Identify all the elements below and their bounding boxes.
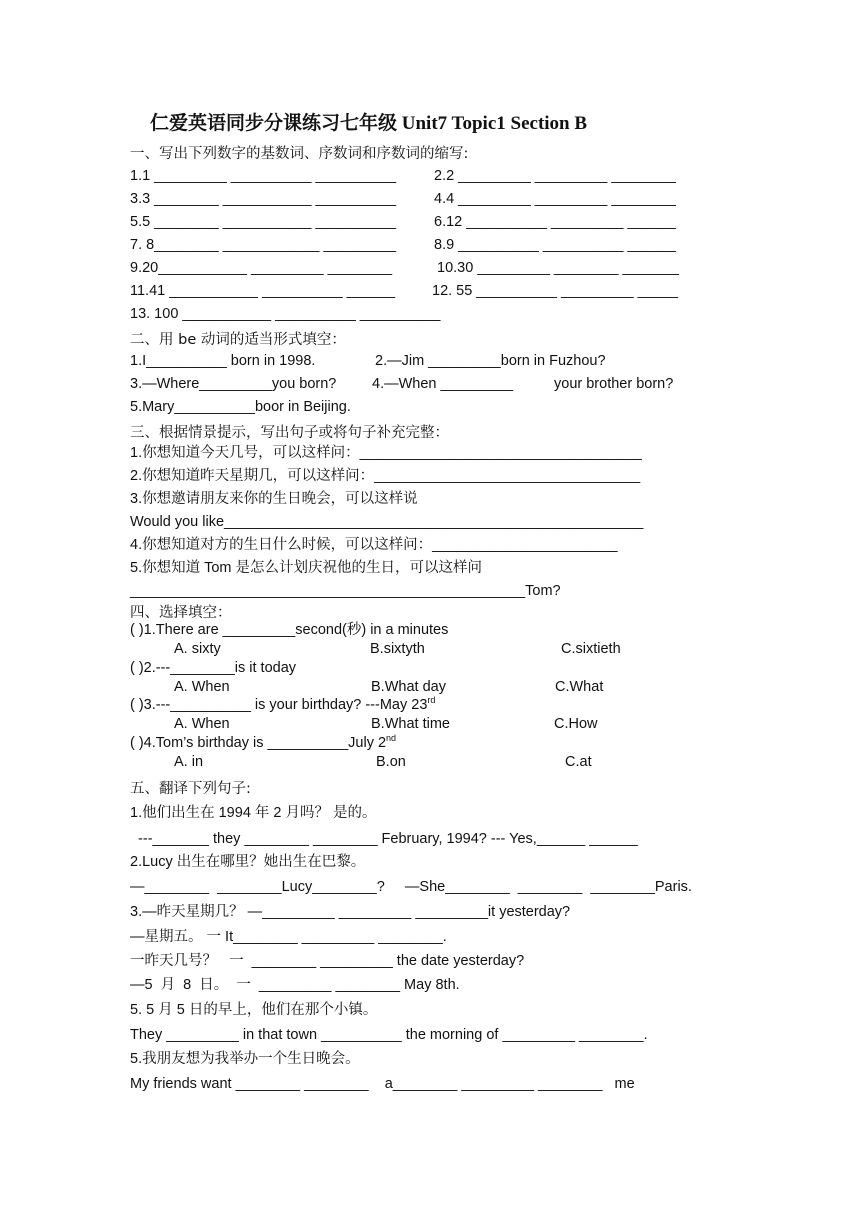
s1-row-1-right: 2.2 _________ _________ ________ [434,168,676,184]
s1-row-3-right: 6.12 __________ _________ ______ [434,214,676,230]
q4-option-b: B.on [376,754,406,770]
q4-stem-line [130,734,396,752]
section-5-heading: 五、翻译下列句子: [130,781,251,797]
q2-option-b: B.What day [371,679,446,695]
s3-line-3: 3.你想邀请朋友来你的生日晚会，可以这样说 [130,491,418,507]
q4-superscript: nd [386,733,397,744]
s5-line-1: 1.他们出生在 1994 年 2 月吗？ 是的。 [130,805,377,821]
document-title: 仁爱英语同步分课练习七年级 Unit7 Topic1 Section B [150,113,588,134]
section-1-heading: 一、写出下列数字的基数词、序数词和序数词的缩写: [130,146,469,162]
s1-row-5-right: 10.30 _________ ________ _______ [437,260,679,276]
s1-row-7-left: 13. 100 ___________ __________ __________ [130,306,441,322]
s5-line-4: —________ ________Lucy________? —She________ ________ ________Paris. [130,879,692,895]
q1-option-a: A. sixty [174,641,221,657]
s2-line-2c: your brother born? [554,376,674,392]
q1-option-b: B.sixtyth [370,641,425,657]
s3-line-2: 2.你想知道昨天星期几，可以这样问：_________________________________ [130,468,641,484]
s2-line-2a: 3.—Where_________you born? [130,376,337,392]
s5-line-10: They _________ in that town __________ the morning of _________ ________. [130,1027,648,1043]
s1-row-2-left: 3.3 ________ ___________ __________ [130,191,397,207]
q1-stem: ( )1.There are _________second(秒) in a minutes [130,622,449,638]
section-3-heading: 三、根据情景提示，写出句子或将句子补充完整： [130,425,449,441]
s5-line-2: ---_______ they ________ ________ February, 1994? --- Yes,______ ______ [130,831,638,847]
q3-option-b: B.What time [371,716,450,732]
q3-option-c: C.How [554,716,598,732]
s1-row-6-right: 12. 55 __________ _________ _____ [432,283,678,299]
q3-stem: ( )3.---__________ is your birthday? ---May 23 [130,697,428,713]
s5-line-5: 3.—昨天星期几？ —_________ _________ _________it yesterday? [130,904,571,920]
q2-option-a: A. When [174,679,230,695]
s2-line-2b: 4.—When _________ [372,376,514,392]
q3-superscript: rd [427,695,436,706]
s3-line-4: Would you like____________________________________________________ [130,514,644,530]
s3-line-5: 4.你想知道对方的生日什么时候，可以这样问：_______________________ [130,537,618,553]
q3-option-a: A. When [174,716,230,732]
s5-line-6: —星期五。 一 It________ _________ ________. [130,929,447,945]
s3-line-6: 5.你想知道 Tom 是怎么计划庆祝他的生日，可以这样问 [130,560,483,576]
s3-line-1: 1.你想知道今天几号，可以这样问：___________________________________ [130,445,642,461]
s2-line-1a: 1.I__________ born in 1998. [130,353,316,369]
s1-row-3-left: 5.5 ________ ___________ __________ [130,214,397,230]
s5-line-9: 5. 5 月 5 日的早上，他们在那个小镇。 [130,1002,378,1018]
section-2-heading: 二、用 be 动词的适当形式填空： [130,332,346,348]
s1-row-6-left: 11.41 ___________ __________ ______ [130,283,396,299]
q4-option-a: A. in [174,754,204,770]
section-4-heading: 四、选择填空： [130,605,232,621]
s1-row-5-left: 9.20___________ _________ ________ [130,260,393,276]
s2-line-3: 5.Mary__________boor in Beijing. [130,399,351,415]
q4-stem: ( )4.Tom’s birthday is __________July 2 [130,735,387,751]
s5-line-12: My friends want ________ ________ a________ _________ ________ me [130,1076,635,1092]
s5-line-8: —5 月 8 日。 一 _________ ________ May 8th. [130,977,460,993]
s3-line-7: _________________________________________________Tom? [130,583,561,599]
s2-line-1b: 2.—Jim _________born in Fuzhou? [375,353,606,369]
q2-option-c: C.What [555,679,604,695]
s1-row-4-right: 8.9 __________ __________ ______ [434,237,676,253]
s5-line-11: 5.我朋友想为我举办一个生日晚会。 [130,1051,360,1067]
q4-option-c: C.at [565,754,592,770]
q1-option-c: C.sixtieth [561,641,621,657]
q3-stem-line [130,696,435,714]
s1-row-2-right: 4.4 _________ _________ ________ [434,191,676,207]
s5-line-7: 一昨天几号？ 一 ________ _________ the date yesterday? [130,953,525,969]
q2-stem: ( )2.---________is it today [130,660,297,676]
s5-line-3: 2.Lucy 出生在哪里？她出生在巴黎。 [130,854,366,870]
s1-row-4-left: 7. 8________ ____________ _________ [130,237,397,253]
s1-row-1-left: 1.1 _________ __________ __________ [130,168,397,184]
